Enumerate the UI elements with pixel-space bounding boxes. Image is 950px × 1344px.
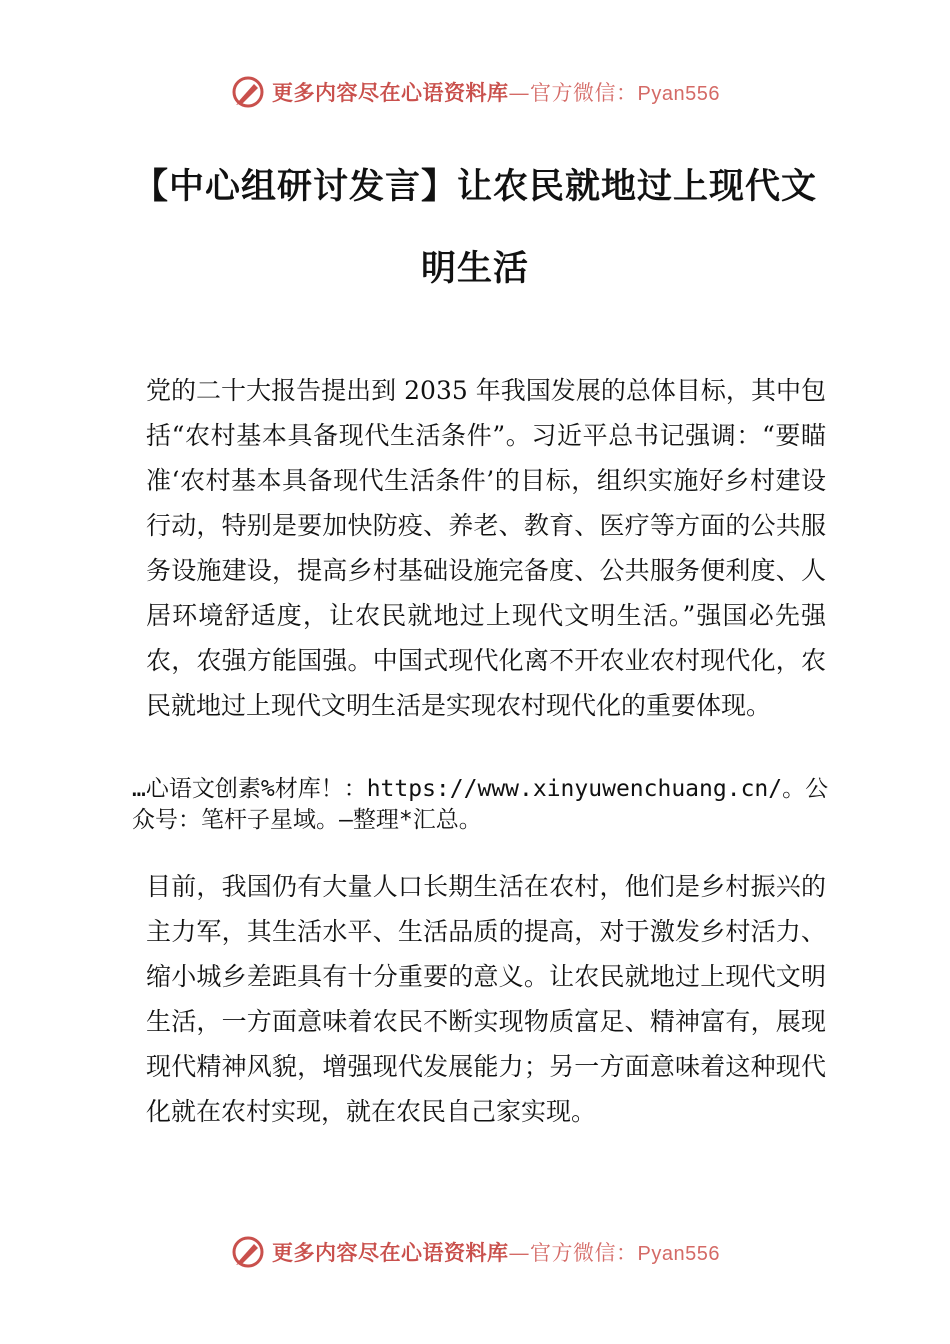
banner-wechat-id: Pyan556 — [637, 83, 720, 105]
paragraph-2: 目前，我国仍有大量人口长期生活在农村，他们是乡村振兴的主力军，其生活水平、生活品质的提高，对于激发乡村活力、缩小城乡差距具有十分重要的意义。让农民就地过上现代文明生活，一方面意味着农民不断实现物质富足、精神富有，展现现代精神风貌，增强现代发展能力；另一方面意味着这种现代化就在农村实现，就在农民自己家实现。 — [146, 872, 826, 1126]
paragraph-1: 党的二十大报告提出到 2035 年我国发展的总体目标，其中包括“农村基本具备现代生活条件”。习近平总书记强调：“要瞄准‘农村基本具备现代生活条件’的目标，组织实施好乡村建设行动，特别是要加快防疫、养老、教育、医疗等方面的公共服务设施建设，提高乡村基础设施完备度、公共服务便利度、人居环境舒适度，让农民就地过上现代文明生活。”强国必先强农，农强方能国强。中国式现代化离不开农业农村现代化，农民就地过上现代文明生活是实现农村现代化的重要体现。 — [146, 376, 826, 720]
banner-dash-text: —官方微信： — [508, 1241, 638, 1265]
banner-main-text: 更多内容尽在心语资料库 — [272, 1240, 509, 1265]
footer-banner — [0, 1230, 950, 1274]
header-banner — [0, 70, 950, 114]
banner-wechat-id: Pyan556 — [637, 1243, 720, 1265]
watermark-line: …心语文创素%材库！：https://www.xinyuwenchuang.cn/。公众号：笔杆子星域。—整理*汇总。 — [132, 776, 829, 833]
page-title: 【中心组研讨发言】让农民就地过上现代文明生活 — [132, 167, 817, 289]
banner-main-text: 更多内容尽在心语资料库 — [272, 80, 509, 105]
pen-logo-icon — [230, 1234, 266, 1270]
banner-dash-text: —官方微信： — [508, 81, 638, 105]
pen-logo-icon — [230, 74, 266, 110]
